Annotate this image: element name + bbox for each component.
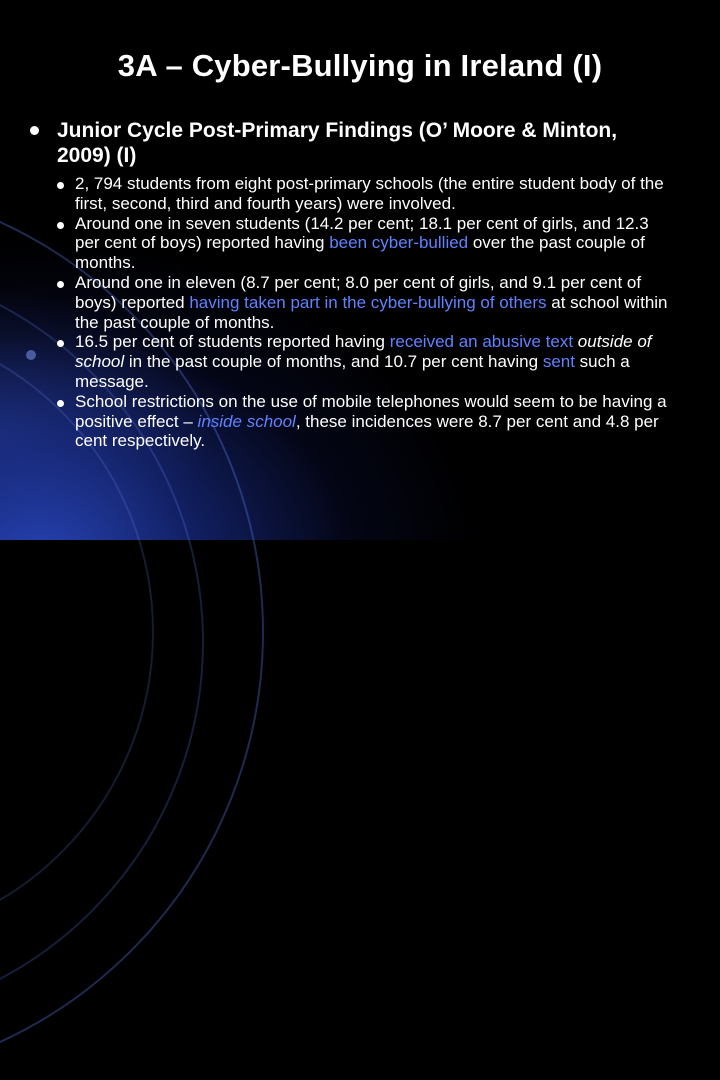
sub-bullet-item — [57, 174, 697, 214]
sub-bullet-item — [57, 214, 697, 273]
sub-bullet-text — [75, 392, 675, 451]
bullet-text-segment: over the past couple of months. — [75, 233, 645, 273]
highlighted-phrase: inside school — [197, 411, 296, 431]
bullet-dot-icon — [30, 126, 39, 135]
bullet-dot-icon — [57, 340, 64, 347]
sub-bullet-text — [75, 174, 675, 214]
italic-phrase: outside of school — [75, 332, 652, 372]
bullet-text-segment: 16.5 per cent of students reported having — [75, 332, 390, 352]
bullet-text-segment: Around one in seven students (14.2 per cent; 18.1 per cent of girls, and 12.3 per cent of boys) reported having — [75, 213, 649, 253]
bullet-text-segment: Around one in eleven (8.7 per cent; 8.0 per cent of girls, and 9.1 per cent of boys) reported — [75, 272, 642, 312]
sub-bullet-text — [75, 332, 675, 391]
sub-bullet-item — [57, 332, 697, 391]
bullet-text-segment: at school within the past couple of months. — [75, 292, 668, 332]
bullet-text-segment: in the past couple of months, and 10.7 per cent having — [124, 352, 543, 372]
bullet-text-segment: such a message. — [75, 352, 630, 391]
sub-bullet-text — [75, 214, 675, 273]
main-bullet-text: Junior Cycle Post-Primary Findings (O’ Moore & Minton, 2009) (I) — [57, 119, 618, 167]
bullet-dot-icon — [57, 400, 64, 407]
bullet-dot-icon — [57, 182, 64, 189]
sub-bullet-item — [57, 392, 697, 451]
bullet-dot-icon — [57, 222, 64, 229]
sub-bullet-item — [57, 273, 697, 332]
highlighted-phrase: been cyber-bullied — [329, 233, 469, 253]
decorative-dot — [26, 350, 36, 360]
bullet-dot-icon — [57, 281, 64, 288]
bullet-text-segment: School restrictions on the use of mobile telephones would seem to be having a positive effect – — [75, 391, 667, 431]
highlighted-phrase: received an abusive text — [389, 332, 574, 352]
main-bullet — [30, 118, 690, 168]
highlighted-phrase: sent — [542, 352, 575, 372]
bullet-text-segment: 2, 794 students from eight post-primary schools (the entire student body of the first, second, third and fourth years) were involved. — [75, 174, 664, 213]
sub-bullet-text — [75, 273, 675, 332]
bullet-text-segment: , these incidences were 8.7 per cent and 4.8 per cent respectively. — [75, 411, 659, 451]
slide-title: 3A – Cyber-Bullying in Ireland (I) — [117, 48, 603, 83]
sub-bullet-list — [57, 174, 697, 451]
highlighted-phrase: having taken part in the cyber-bullying of others — [189, 292, 547, 312]
